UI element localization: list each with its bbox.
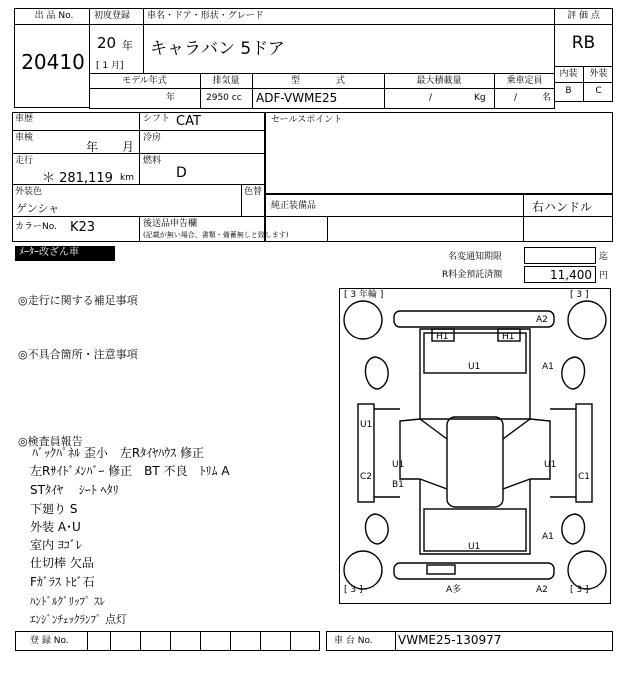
fuel-value: D [176, 165, 187, 181]
lot-label: 出 品 No. [34, 11, 74, 21]
mileage-label: 走行 [15, 156, 34, 166]
defect-notes-label: ◎不具合箇所・注意事項 [18, 348, 138, 361]
aircon-label: 冷房 [143, 133, 162, 143]
shift-label: シフト [143, 114, 171, 124]
interior-label: 内装 [559, 69, 578, 79]
sales-point-label: セールスポイント [271, 115, 343, 125]
load-value: / [429, 93, 433, 103]
first-reg-year: 20 [97, 34, 117, 52]
model-year-unit: 年 [166, 93, 176, 103]
damage-mark: A1 [542, 362, 554, 372]
report-line: 室内 ﾖｺﾞﾚ [30, 538, 82, 552]
car-name-label: 車名・ドア・形状・グレード [147, 11, 264, 21]
report-line: STﾀｲﾔ ｼｰﾄ ﾍﾀﾘ [30, 483, 119, 497]
load-label: 最大積載量 [416, 76, 462, 86]
inspection-label: 車検 [15, 133, 34, 143]
damage-mark: B1 [392, 480, 404, 490]
color-value: ゲンシャ [16, 202, 60, 215]
equipment-label: 純正装備品 [271, 201, 317, 211]
damage-mark: H1 [502, 332, 515, 342]
color-change-label: 色替 [244, 187, 263, 197]
damage-mark: U1 [360, 420, 373, 430]
color-label: 外装色 [15, 187, 43, 197]
exterior-label: 外装 [589, 69, 608, 79]
exterior-grade: C [595, 86, 602, 96]
grade-value: RB [571, 33, 596, 53]
report-line: 外装 A･U [30, 520, 81, 534]
color-no-value: K23 [70, 220, 96, 235]
grade-label: 評 価 点 [567, 11, 600, 21]
chassis-label: 車 台 No. [334, 636, 373, 646]
chassis-value: VWME25-130977 [398, 633, 502, 647]
damage-mark: C1 [578, 472, 591, 482]
report-line: Fｶﾞﾗｽ ﾄﾋﾞ石 [30, 575, 95, 589]
displacement-label: 排気量 [212, 76, 240, 86]
damage-mark: U1 [544, 460, 557, 470]
handle-value: 右ハンドル [532, 200, 593, 214]
driving-notes-label: ◎走行に関する補足事項 [18, 294, 138, 307]
capacity-value: / [514, 93, 518, 103]
first-reg-label: 初度登録 [94, 11, 131, 21]
recycle-label: R料金預託済額 [442, 270, 503, 280]
displacement-value: 2950 cc [206, 93, 242, 103]
after-note: (記載が無い場合、書類・備蓄無しと致します) [143, 231, 289, 239]
fuel-label: 燃料 [143, 156, 162, 166]
color-no-label: カラーNo. [15, 222, 57, 232]
tire-front-left-label: [ 3 年輪 ] [344, 290, 384, 300]
first-reg-month: [ 1 月] [96, 61, 124, 71]
damage-diagram [339, 288, 611, 604]
reg-no-label: 登 録 No. [30, 636, 69, 646]
damage-mark: A2 [536, 585, 548, 595]
inspector-report-label: ◎検査員報告 [18, 435, 83, 448]
inspection-year: 年 [86, 140, 99, 154]
capacity-unit: 名 [542, 93, 552, 103]
report-line: ﾊﾞｯｸﾊﾟﾈﾙ 歪小 左Rﾀｲﾔﾊｳｽ 修正 [32, 446, 204, 460]
capacity-label: 乗車定員 [506, 76, 543, 86]
damage-mark: A2 [536, 315, 548, 325]
damage-mark: A多 [446, 585, 462, 595]
report-line: 下廻り S [30, 502, 78, 516]
lot-number: 20410 [21, 50, 85, 74]
mileage-unit: km [120, 173, 134, 183]
interior-grade: B [565, 86, 572, 96]
type-value: ADF-VWME25 [256, 91, 338, 105]
car-name: キャラバン 5ドア [150, 39, 285, 59]
recycle-unit: 円 [599, 271, 609, 281]
damage-mark: C2 [360, 472, 373, 482]
tire-rear-left-label: [ 3 ] [344, 585, 363, 595]
model-year-label: モデル年式 [122, 76, 167, 86]
report-line: ﾊﾝﾄﾞﾙｸﾞﾘｯﾌﾟ ｽﾚ [30, 595, 105, 608]
type-label: 型 式 [290, 76, 345, 86]
damage-mark: U1 [468, 542, 481, 552]
report-line: 仕切棒 欠品 [30, 556, 94, 570]
tire-rear-right-label: [ 3 ] [570, 585, 589, 595]
name-change-box [524, 247, 596, 264]
history-label: 車歴 [15, 114, 34, 124]
tamper-label: ﾒｰﾀｰ改ざん車 [15, 246, 115, 261]
damage-mark: H1 [436, 332, 449, 342]
damage-mark: U1 [468, 362, 481, 372]
damage-mark: U1 [392, 460, 405, 470]
report-line: 左Rｻｲﾄﾞﾒﾝﾊﾞｰ 修正 BT 不良 ﾄﾘﾑ A [30, 464, 230, 478]
tire-front-right-label: [ 3 ] [570, 290, 589, 300]
name-change-unit: 迄 [599, 252, 609, 262]
name-change-label: 名変通知期限 [448, 252, 503, 262]
car-outline-icon [340, 289, 610, 603]
mileage-value: ＊ 281,119 [42, 171, 113, 186]
recycle-value: 11,400 [550, 268, 592, 282]
damage-mark: A1 [542, 532, 554, 542]
shift-value: CAT [176, 114, 201, 129]
after-label: 後送品申告欄 [143, 219, 198, 229]
report-line: ｴﾝｼﾞﾝﾁｪｯｸﾗﾝﾌﾟ 点灯 [30, 613, 127, 626]
inspection-month: 月 [122, 140, 135, 154]
year-unit: 年 [122, 39, 133, 52]
load-unit: Kg [474, 93, 486, 103]
